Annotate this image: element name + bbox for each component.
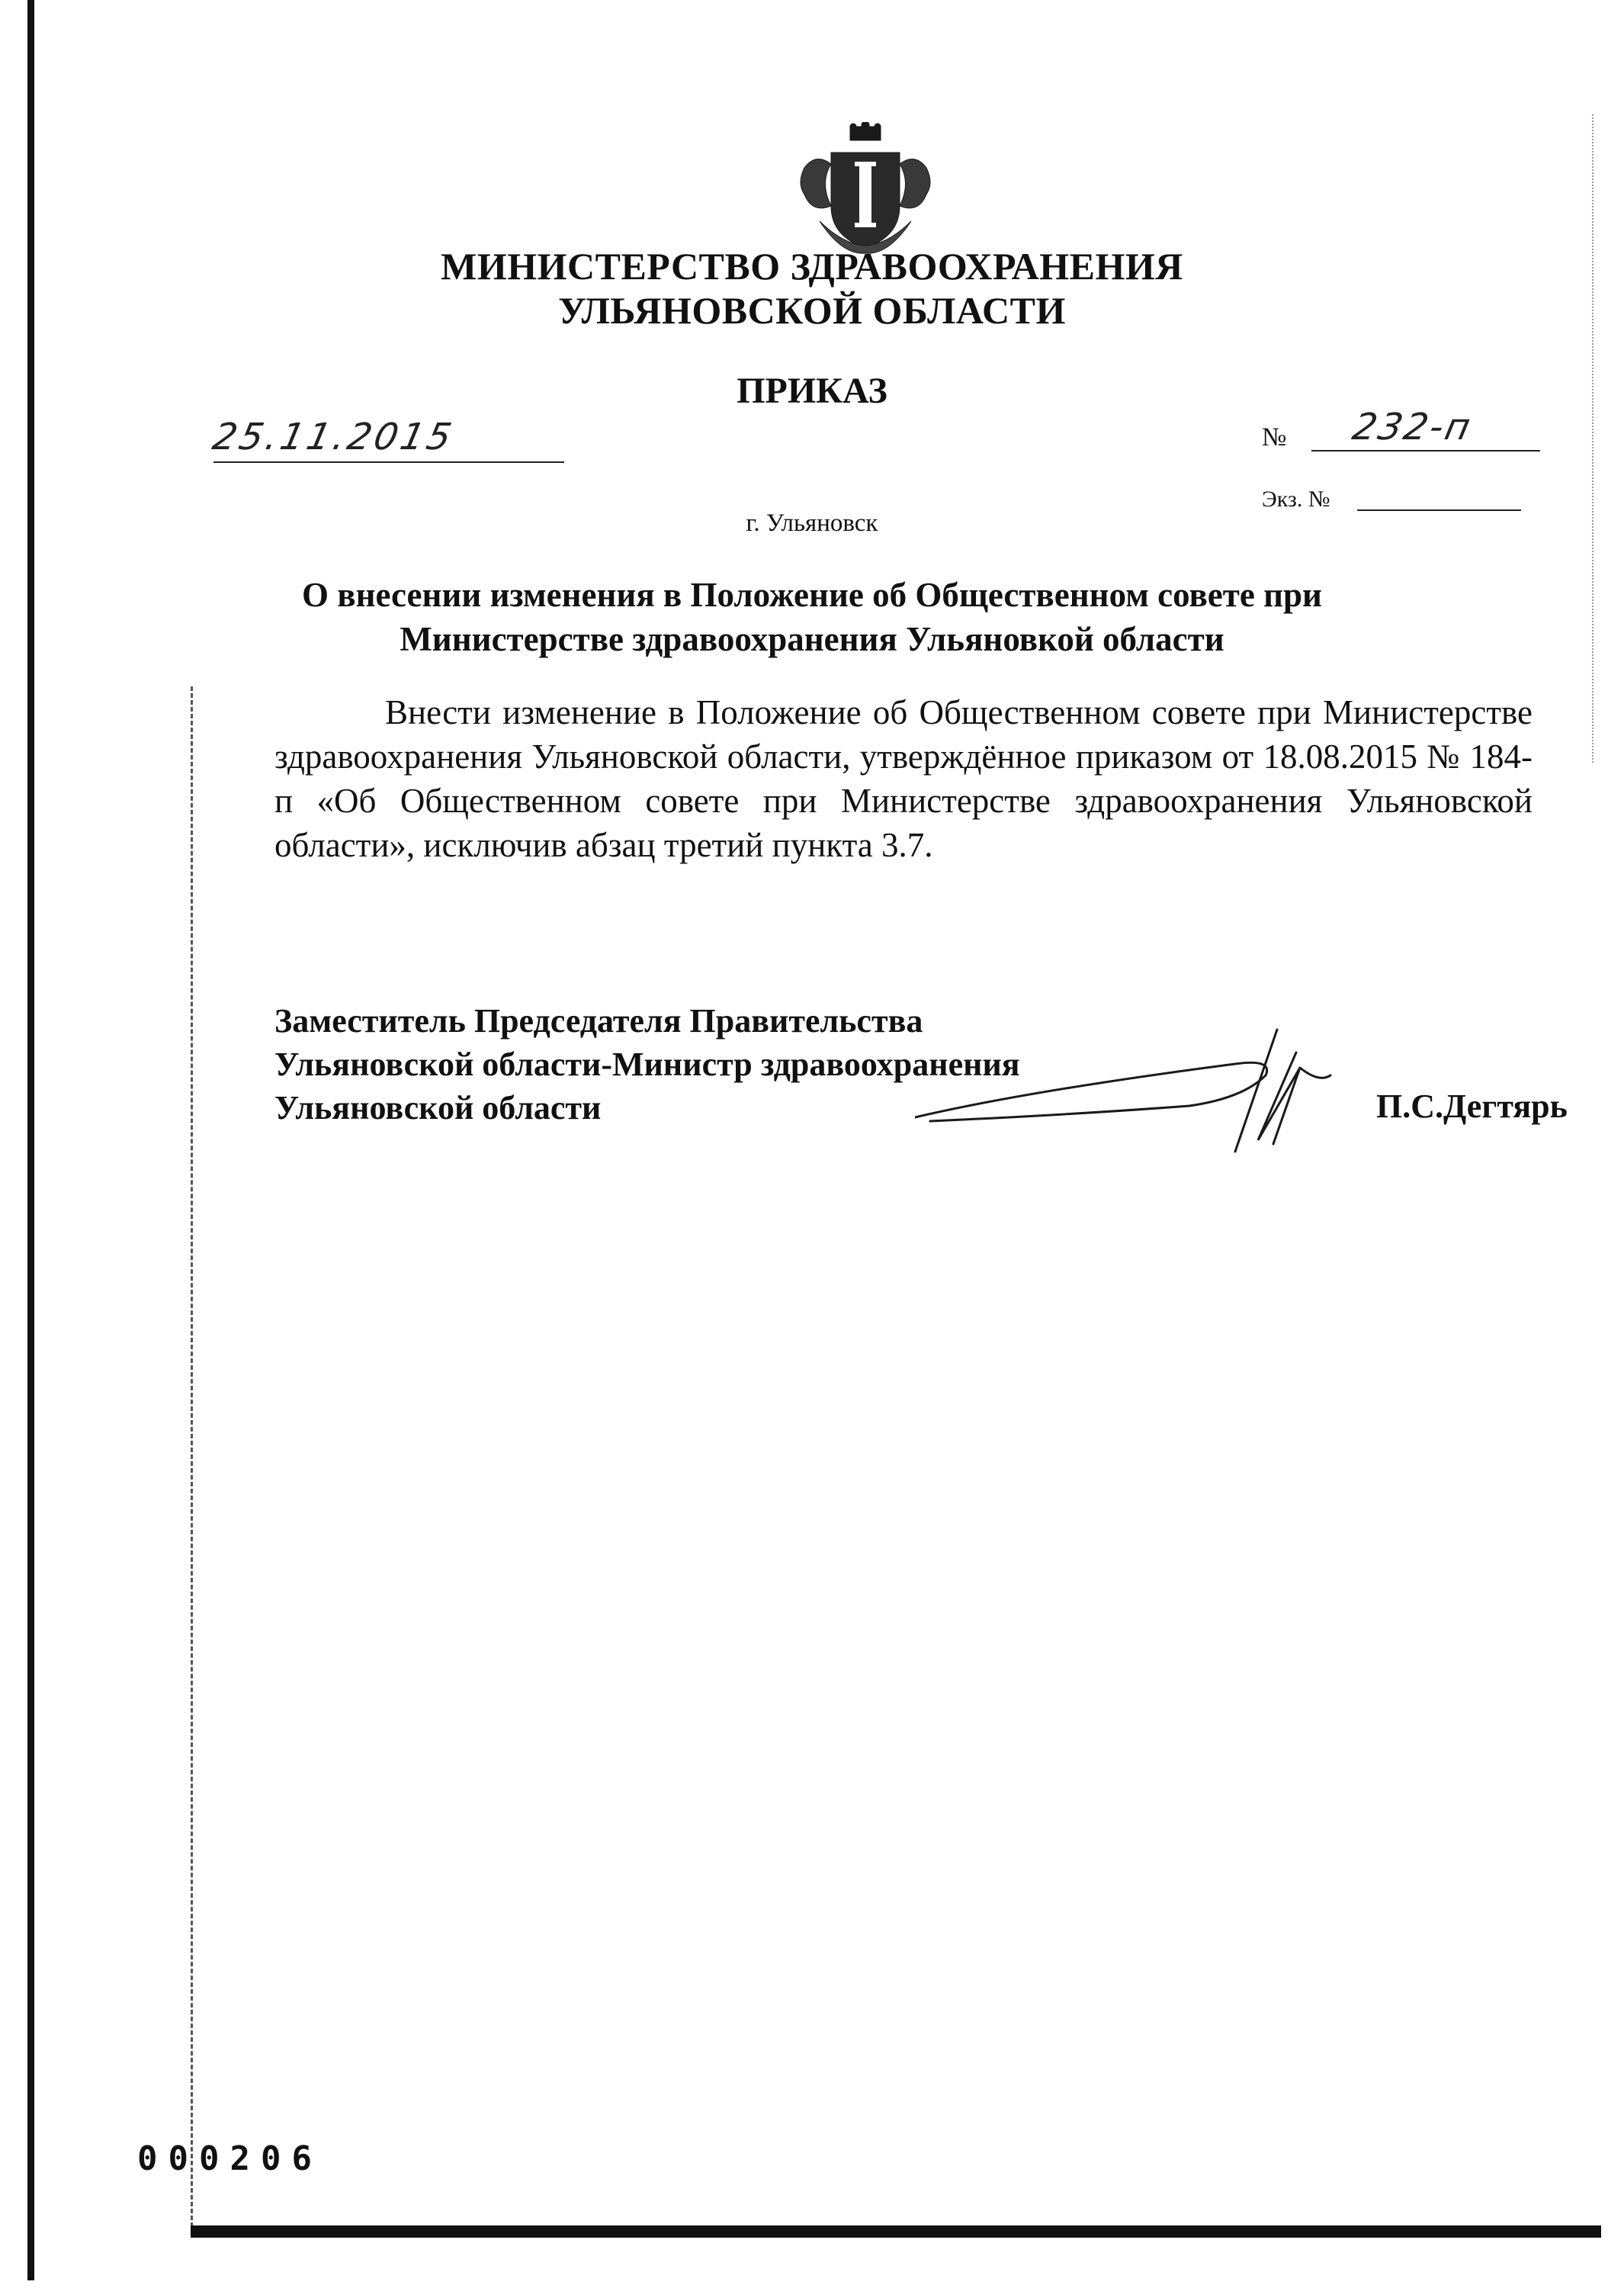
scan-edge-bottom (191, 2225, 1601, 2238)
scan-edge-left (27, 0, 34, 2280)
scan-noise-line (1592, 114, 1594, 763)
coat-of-arms-icon (789, 122, 942, 259)
signer-title-line3: Ульяновской области (274, 1089, 602, 1126)
number-field (1311, 408, 1540, 451)
signer-title-line2: Ульяновской области-Министр здравоохранения (274, 1046, 1020, 1083)
city: г. Ульяновск (746, 509, 878, 537)
number-value: 232-п (1349, 406, 1477, 448)
signer-name: П.С.Дегтярь (1376, 1088, 1568, 1125)
ministry-name-line2: УЛЬЯНОВСКОЙ ОБЛАСТИ (558, 289, 1066, 332)
subject-line1: О внесении изменения в Положение об Общественном совете при (302, 576, 1322, 614)
ministry-name-line1: МИНИСТЕРСТВО ЗДРАВООХРАНЕНИЯ (441, 245, 1183, 288)
date-field (209, 416, 564, 463)
document-serial-number: 000206 (137, 2139, 323, 2178)
number-label: № (1262, 423, 1287, 451)
order-title: ПРИКАЗ (737, 371, 887, 411)
body-paragraph: Внести изменение в Положение об Общественном совете при Министерстве здравоохранения Ульяновской области, утверждённое приказом от 18.08.2015 № 184-п «Об Общественном совете при Министерстве здравоохранения Ульяновской области», исключив абзац третий пункта 3.7. (274, 693, 1533, 864)
handwritten-signature (915, 1022, 1372, 1159)
copy-number-label: Экз. № (1262, 487, 1330, 512)
subject-line2: Министерстве здравоохранения Ульяновкой области (400, 620, 1224, 658)
signer-title (274, 999, 1020, 1130)
scan-fold-line (191, 686, 193, 2227)
signer-title-line1: Заместитель Председателя Правительства (274, 1002, 923, 1040)
date-value: 25.11.2015 (209, 416, 458, 458)
